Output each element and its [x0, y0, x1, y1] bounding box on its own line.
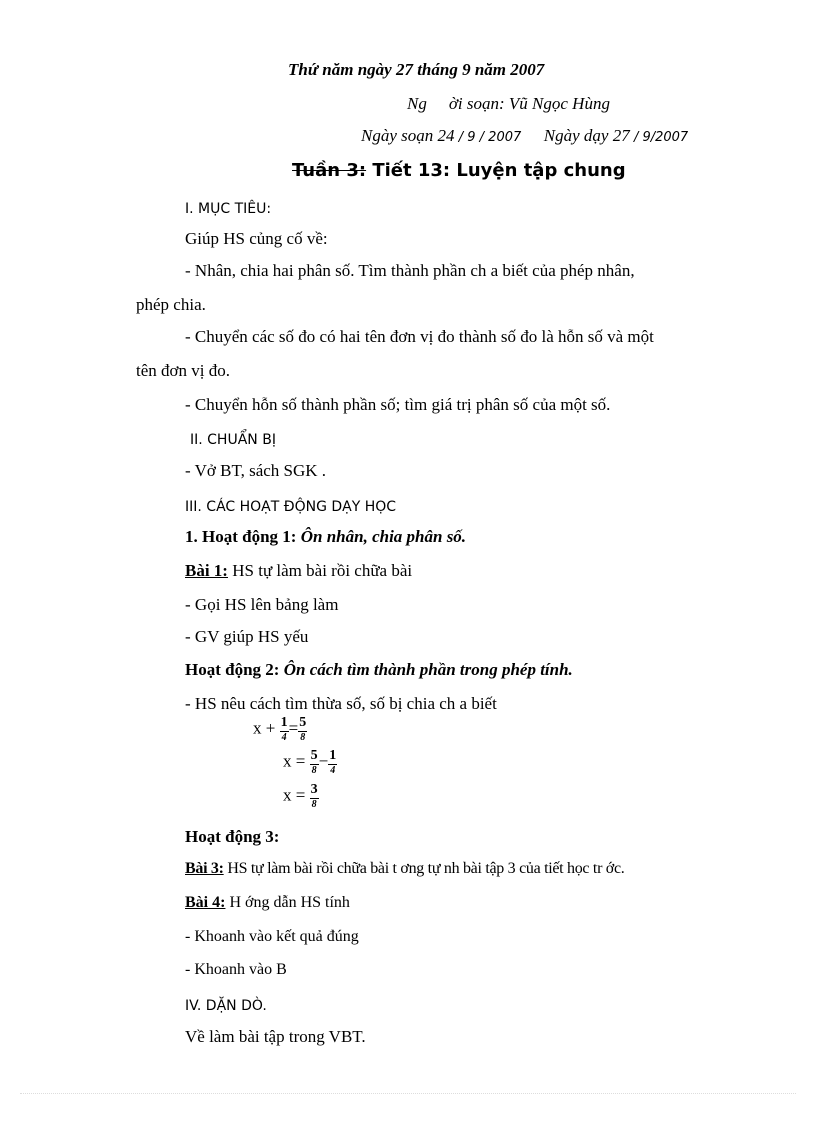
equation-1: [253, 716, 307, 743]
eq1-frac1-denominator: 4: [281, 732, 287, 743]
activity-1-line: [185, 527, 466, 547]
eq3-fraction: [310, 783, 319, 810]
exercise-4-step-2: - Khoanh vào B: [185, 961, 287, 978]
section-1-intro: Giúp HS củng cố về:: [185, 229, 328, 248]
activity-2-title: Ôn cách tìm thành phần trong phép tính.: [283, 660, 573, 679]
eq1-frac2-denominator: 8: [300, 732, 306, 743]
section-1-item-1b: phép chia.: [136, 295, 206, 314]
exercise-4-text: H ớng dẫn HS tính: [225, 894, 350, 911]
exercise-1-text: HS tự làm bài rồi chữa bài: [227, 561, 413, 580]
section-4-text: Về làm bài tập trong VBT.: [185, 1027, 366, 1046]
exercise-1-line: [185, 561, 412, 581]
eq3-frac-denominator: 8: [311, 799, 317, 810]
author-prefix: Ng: [407, 94, 427, 113]
activity-2-text: - HS nêu cách tìm thừa số, số bị chia ch a biết: [185, 694, 497, 713]
eq2-frac2-numerator: 1: [329, 748, 337, 763]
exercise-3-line: [185, 860, 624, 878]
section-1-item-2a: - Chuyển các số đo có hai tên đơn vị đo thành số đo là hỗn số và một: [185, 327, 654, 346]
equation-3: [283, 783, 319, 810]
eq1-fraction-1: [280, 716, 289, 743]
activity-2-label: Hoạt động 2:: [185, 660, 284, 679]
exercise-4-label: Bài 4:: [185, 894, 226, 911]
eq1-frac2-numerator: 5: [299, 715, 307, 730]
exercise-1-step-2: - GV giúp HS yếu: [185, 627, 309, 646]
section-1-item-2b: tên đơn vị đo.: [136, 361, 230, 380]
date-line: Thứ năm ngày 27 tháng 9 năm 2007: [288, 60, 545, 79]
eq3-frac-numerator: 3: [310, 782, 318, 797]
eq2-fraction-1: [310, 749, 319, 776]
author-suffix: ời soạn: Vũ Ngọc Hùng: [448, 94, 610, 113]
activity-1-label: 1. Hoạt động 1:: [185, 527, 301, 546]
eq2-frac2-denominator: 4: [330, 765, 336, 776]
page-bottom-divider: [20, 1093, 796, 1094]
prep-label: Ngày soạn 24: [361, 126, 455, 145]
author-line: [407, 94, 610, 114]
section-3-heading: III. CÁC HOẠT ĐỘNG DẠY HỌC: [185, 499, 397, 515]
prep-date: / 9 / 2007: [458, 130, 522, 145]
activity-3-label: Hoạt động 3:: [185, 827, 280, 846]
teach-label: Ngày dạy 27: [543, 126, 630, 145]
activity-2-line: [185, 660, 573, 680]
eq2-frac1-denominator: 8: [311, 765, 317, 776]
section-2-item: - Vở BT, sách SGK .: [185, 461, 327, 480]
eq3-left: x =: [283, 785, 306, 805]
activity-1-title: Ôn nhân, chia phân số.: [300, 527, 467, 546]
exercise-3-text: HS tự làm bài rồi chữa bài t ơng tự nh bài tập 3 của tiết học tr ớc.: [223, 860, 625, 877]
teach-date: / 9/2007: [633, 130, 689, 145]
section-1-heading: I. MỤC TIÊU:: [185, 201, 272, 217]
section-4-heading: IV. DẶN DÒ.: [185, 998, 267, 1014]
exercise-4-step-1: - Khoanh vào kết quả đúng: [185, 928, 359, 945]
title-week: Tuần 3:: [292, 160, 367, 181]
eq1-equals: =: [288, 718, 299, 738]
exercise-1-label: Bài 1:: [185, 561, 228, 580]
eq1-fraction-2: [298, 716, 307, 743]
section-2-heading: II. CHUẨN BỊ: [190, 432, 276, 448]
exercise-1-step-1: - Gọi HS lên bảng làm: [185, 595, 339, 614]
section-1-item-3: - Chuyển hỗn số thành phần số; tìm giá trị phân số của một số.: [185, 395, 611, 414]
eq2-frac1-numerator: 5: [310, 748, 318, 763]
eq2-minus: −: [318, 751, 329, 771]
lesson-title: [292, 160, 626, 181]
equation-2: [283, 749, 337, 776]
title-rest: Tiết 13: Luyện tập chung: [366, 160, 626, 181]
eq2-fraction-2: [328, 749, 337, 776]
eq1-left: x +: [253, 718, 276, 738]
eq1-frac1-numerator: 1: [280, 715, 288, 730]
exercise-4-line: [185, 894, 350, 912]
exercise-3-label: Bài 3:: [185, 860, 224, 877]
eq2-left: x =: [283, 751, 306, 771]
dates-line: [361, 126, 688, 146]
section-1-item-1a: - Nhân, chia hai phân số. Tìm thành phần ch a biết của phép nhân,: [185, 261, 635, 280]
